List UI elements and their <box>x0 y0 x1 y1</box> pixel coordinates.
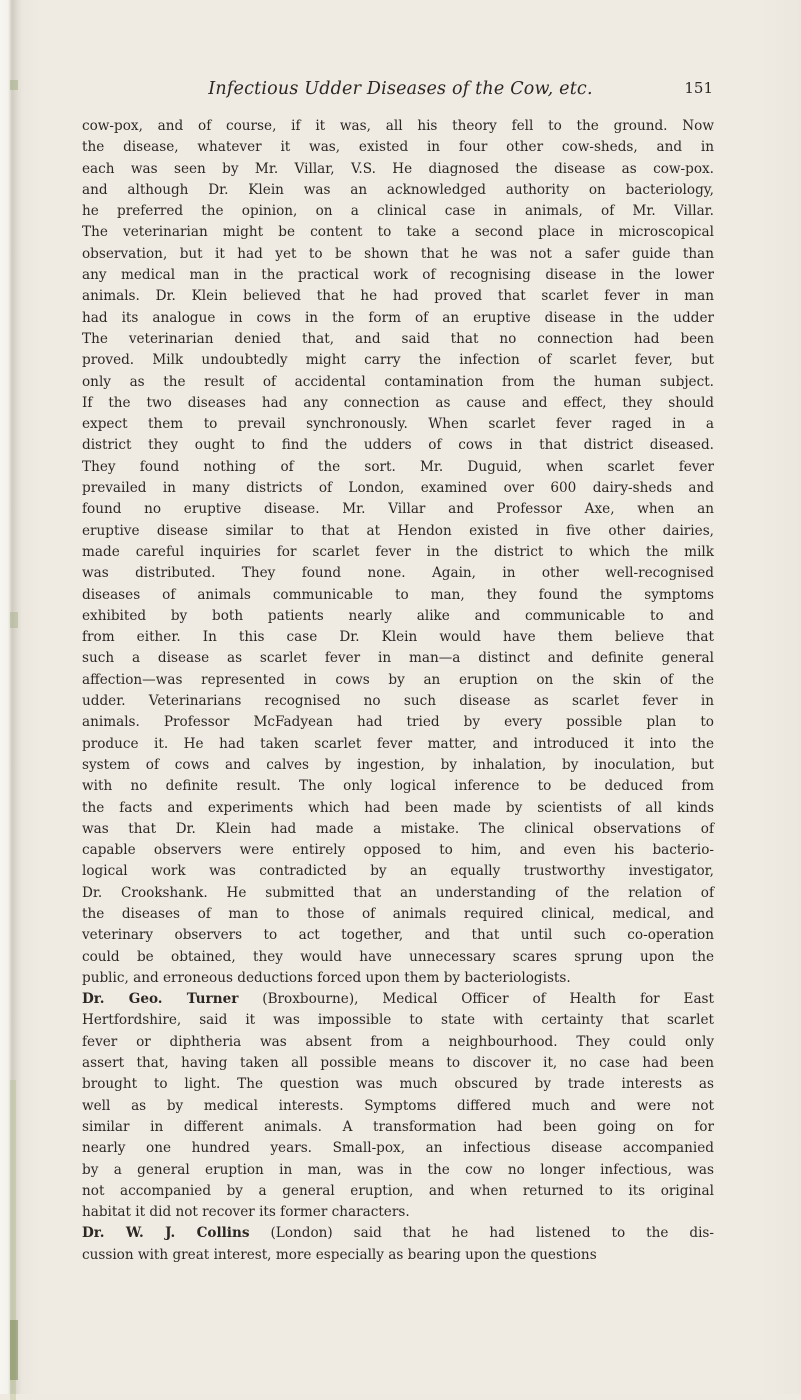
text-line: proved. Milk undoubtedly might carry the infection of scarlet fever, but <box>82 352 714 369</box>
text-line: exhibited by both patients nearly alike and communicable to and <box>82 607 714 624</box>
text-line: similar in different animals. A transformation had been going on for <box>82 1118 714 1135</box>
text-line: expect them to prevail synchronously. When scarlet fever raged in a <box>82 416 714 433</box>
text-line: was that Dr. Klein had made a mistake. The clinical observations of <box>82 820 714 837</box>
text-line: logical work was contradicted by an equally trustworthy investigator, <box>82 863 714 880</box>
text-line: brought to light. The question was much obscured by trade interests as <box>82 1076 714 1093</box>
body-text <box>82 116 714 1266</box>
text-line: with no definite result. The only logical inference to be deduced from <box>82 778 714 795</box>
line-text: (Broxbourne), Medical Officer of Health for East <box>238 991 714 1008</box>
text-line: animals. Dr. Klein believed that he had proved that scarlet fever in man <box>82 288 714 305</box>
text-line: well as by medical interests. Symptoms differed much and were not <box>82 1097 714 1114</box>
text-line: If the two diseases had any connection as cause and effect, they should <box>82 394 714 411</box>
text-line: The veterinarian might be content to take a second place in microscopical <box>82 224 714 241</box>
running-title: Infectious Udder Diseases of the Cow, etc. <box>208 79 593 99</box>
binding-stain <box>10 612 18 628</box>
text-line: cussion with great interest, more especially as bearing upon the questions <box>82 1246 597 1263</box>
text-line: the diseases of man to those of animals required clinical, medical, and <box>82 905 714 922</box>
text-line: the disease, whatever it was, existed in four other cow-sheds, and in <box>82 139 714 156</box>
text-line: Hertfordshire, said it was impossible to state with certainty that scarlet <box>82 1012 714 1029</box>
text-line <box>82 1223 714 1244</box>
text-line: animals. Professor McFadyean had tried by every possible plan to <box>82 714 714 731</box>
text-line: cow-pox, and of course, if it was, all his theory fell to the ground. Now <box>82 118 714 134</box>
text-line: veterinary observers to act together, and that until such co-operation <box>82 927 714 944</box>
text-line: diseases of animals communicable to man, they found the symptoms <box>82 586 714 603</box>
text-line: assert that, having taken all possible means to discover it, no case had been <box>82 1055 714 1072</box>
paragraph <box>82 116 714 989</box>
text-line: The veterinarian denied that, and said that no connection had been <box>82 330 714 347</box>
paragraph <box>82 989 714 1223</box>
text-line <box>82 989 714 1010</box>
text-line: only as the result of accidental contamination from the human subject. <box>82 373 714 390</box>
text-line: habitat it did not recover its former characters. <box>82 1204 410 1221</box>
text-line: observation, but it had yet to be shown that he was not a safer guide than <box>82 245 714 262</box>
paragraph <box>82 1223 714 1266</box>
text-line: capable observers were entirely opposed to him, and even his bacterio- <box>82 842 714 859</box>
text-line: nearly one hundred years. Small-pox, an infectious disease accompanied <box>82 1140 714 1157</box>
text-line: could be obtained, they would have unnecessary scares sprung upon the <box>82 948 714 965</box>
text-line: system of cows and calves by ingestion, by inhalation, by inoculation, but <box>82 756 714 773</box>
page-number: 151 <box>684 79 713 97</box>
text-line: Dr. Crookshank. He submitted that an understanding of the relation of <box>82 884 714 901</box>
text-line: not accompanied by a general eruption, and when returned to its original <box>82 1182 714 1199</box>
text-line: udder. Veterinarians recognised no such disease as scarlet fever in <box>82 693 714 710</box>
text-line: made careful inquiries for scarlet fever in the district to which the milk <box>82 543 714 560</box>
speaker-name: Dr. W. J. Collins <box>82 1225 250 1242</box>
text-line: fever or diphtheria was absent from a neighbourhood. They could only <box>82 1033 714 1050</box>
text-line: was distributed. They found none. Again, in other well-recognised <box>82 565 714 582</box>
text-line: such a disease as scarlet fever in man—a distinct and definite general <box>82 650 714 667</box>
text-line: prevailed in many districts of London, examined over 600 dairy-sheds and <box>82 480 714 497</box>
text-line: by a general eruption in man, was in the cow no longer infectious, was <box>82 1161 714 1178</box>
line-text: (London) said that he had listened to the dis- <box>249 1225 714 1242</box>
text-line: produce it. He had taken scarlet fever matter, and introduced it into the <box>82 735 714 752</box>
text-line: each was seen by Mr. Villar, V.S. He diagnosed the disease as cow-pox. <box>82 160 714 177</box>
text-line: found no eruptive disease. Mr. Villar and Professor Axe, when an <box>82 501 714 518</box>
text-line: district they ought to find the udders of cows in that district diseased. <box>82 437 714 454</box>
page-binding-edge <box>0 0 22 1394</box>
text-line: eruptive disease similar to that at Hendon existed in five other dairies, <box>82 522 714 539</box>
text-line: from either. In this case Dr. Klein would have them believe that <box>82 629 714 646</box>
text-line: affection—was represented in cows by an eruption on the skin of the <box>82 671 714 688</box>
page-header <box>0 79 801 105</box>
text-line: They found nothing of the sort. Mr. Duguid, when scarlet fever <box>82 458 714 475</box>
text-line: any medical man in the practical work of recognising disease in the lower <box>82 267 714 284</box>
text-line: had its analogue in cows in the form of an eruptive disease in the udder <box>82 309 714 326</box>
text-line: he preferred the opinion, on a clinical case in animals, of Mr. Villar. <box>82 203 714 220</box>
text-line: public, and erroneous deductions forced upon them by bacteriologists. <box>82 969 571 986</box>
text-line: the facts and experiments which had been made by scientists of all kinds <box>82 799 714 816</box>
text-line: and although Dr. Klein was an acknowledged authority on bacteriology, <box>82 181 714 198</box>
speaker-name: Dr. Geo. Turner <box>82 991 239 1008</box>
binding-stain <box>10 1320 18 1380</box>
